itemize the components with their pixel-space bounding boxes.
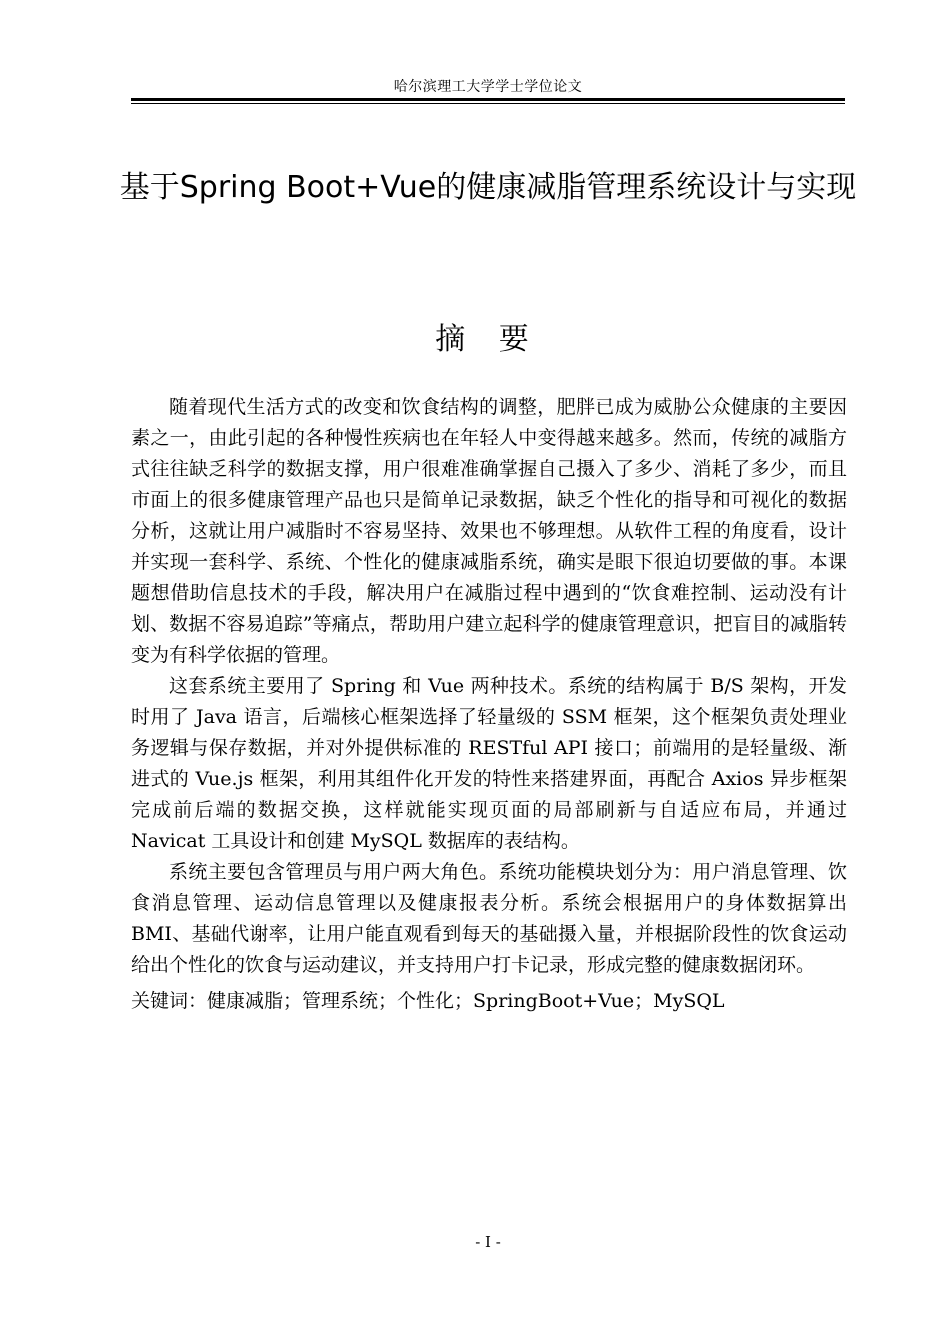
- keywords-text: 健康减脂；管理系统；个性化；SpringBoot+Vue；MySQL: [207, 990, 725, 1012]
- abstract-paragraph: 这套系统主要用了 Spring 和 Vue 两种技术。系统的结构属于 B/S 架构，开发时用了 Java 语言，后端核心框架选择了轻量级的 SSM 框架，这个框架负责处理业务逻辑与保存数据，并对外提供标准的 RESTful API 接口；前端用的是轻量级、渐进式的 Vue.js 框架，利用其组件化开发的特性来搭建界面，再配合 Axios 异步框架完成前后端的数据交换，这样就能实现页面的局部刷新与自适应布局，并通过 Navicat 工具设计和创建 MySQL 数据库的表结构。: [131, 675, 847, 852]
- header-rule-thick: [131, 98, 845, 101]
- header-rule-thin: [131, 103, 845, 104]
- abstract-body: [131, 392, 847, 981]
- abstract-heading: 摘 要: [435, 322, 541, 357]
- running-header: 哈尔滨理工大学学士学位论文: [393, 79, 583, 95]
- keywords-line: [131, 986, 847, 1017]
- abstract-paragraph: 系统主要包含管理员与用户两大角色。系统功能模块划分为：用户消息管理、饮食消息管理、运动信息管理以及健康报表分析。系统会根据用户的身体数据算出 BMI、基础代谢率，让用户能直观看到每天的基础摄入量，并根据阶段性的饮食运动给出个性化的饮食与运动建议，并支持用户打卡记录，形成完整的健康数据闭环。: [131, 861, 847, 976]
- page-number: - I -: [475, 1233, 501, 1251]
- abstract-paragraph: 随着现代生活方式的改变和饮食结构的调整，肥胖已成为威胁公众健康的主要因素之一，由此引起的各种慢性疾病也在年轻人中变得越来越多。然而，传统的减脂方式往往缺乏科学的数据支撑，用户很难准确掌握自己摄入了多少、消耗了多少，而且市面上的很多健康管理产品也只是简单记录数据，缺乏个性化的指导和可视化的数据分析，这就让用户减脂时不容易坚持、效果也不够理想。从软件工程的角度看，设计并实现一套科学、系统、个性化的健康减脂系统，确实是眼下很迫切要做的事。本课题想借助信息技术的手段，解决用户在减脂过程中遇到的“饮食难控制、运动没有计划、数据不容易追踪”等痛点，帮助用户建立起科学的健康管理意识，把盲目的减脂转变为有科学依据的管理。: [131, 396, 847, 666]
- keywords-label: 关键词：: [131, 990, 208, 1012]
- thesis-title: 基于Spring Boot+Vue的健康减脂管理系统设计与实现: [119, 170, 857, 205]
